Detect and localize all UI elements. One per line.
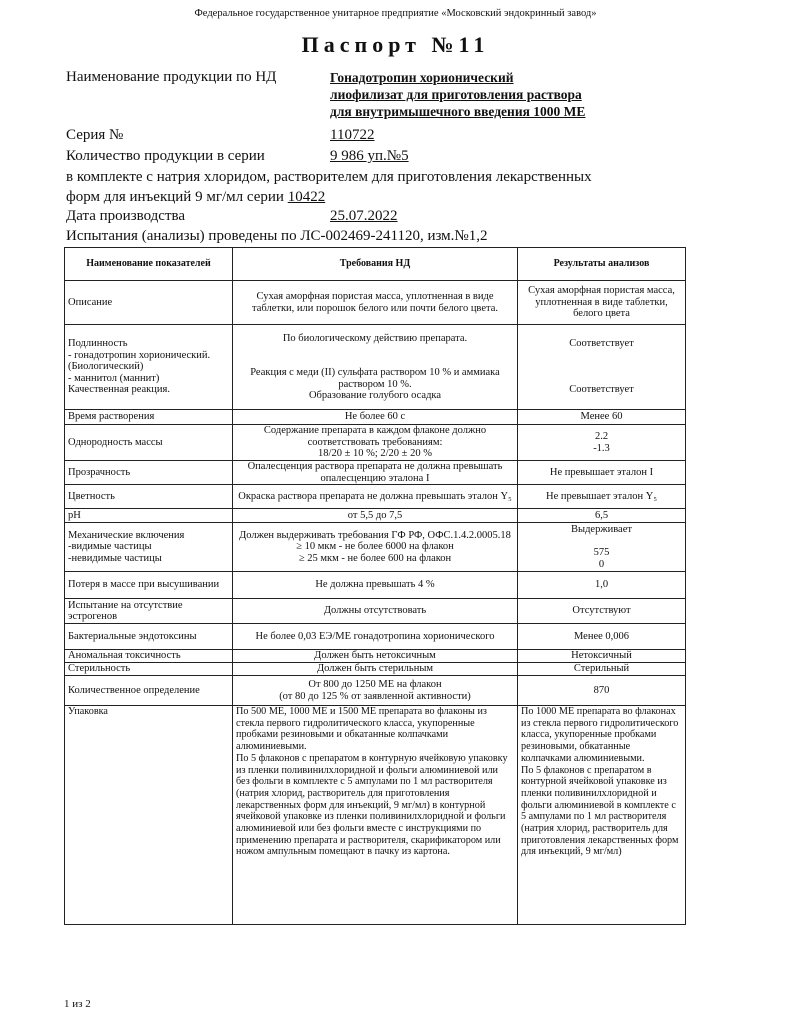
kit-line-1: в комплекте с натрия хлоридом, растворителем для приготовления лекарственных	[66, 169, 592, 185]
row-result: 1,0	[518, 572, 686, 599]
row-requirement: Сухая аморфная пористая масса, уплотненная в виде таблетки, или порошок белого или почти белого цвета.	[233, 281, 518, 325]
row-indicator: pH	[65, 509, 233, 523]
kit-line-2-prefix: форм для инъекций 9 мг/мл серии	[66, 189, 288, 205]
row-result: Не превышает эталон Y₅	[518, 485, 686, 509]
row-result: Не превышает эталон I	[518, 461, 686, 485]
row-requirement: Должен быть нетоксичным	[233, 650, 518, 663]
analysis-table	[64, 247, 686, 925]
table-header-row	[65, 248, 686, 281]
table-row	[65, 281, 686, 325]
row-requirement: По 500 МЕ, 1000 МЕ и 1500 МЕ препарата во флаконы из стекла первого гидролитического класса, укупоренные пробками резиновыми и обкатанные колпачками алюминиевыми. По 5 флаконов с препаратом в контурную ячейковую упаковку из пленки поливинилхлоридной и фольги алюминиевой или без фольги в комплекте с 5 ампулами по 1 мл растворителя (натрия хлорид, растворитель для приготовления лекарственных форм для инъекций, 9 мг/мл) в контурной ячейковой упаковке из пленки поливинилхлоридной и фольги алюминиевой или без фольги вместе с инструкциями по применению препарата и растворителя, скарификатором или ножом ампульным помещают в пачку из картона.	[233, 706, 518, 925]
table-row	[65, 509, 686, 523]
product-line-1: Гонадотропин хорионический	[330, 70, 514, 85]
row-result: Нетоксичный	[518, 650, 686, 663]
product-line-3: для внутримышечного введения 1000 МЕ	[330, 104, 586, 119]
series-label: Серия №	[66, 127, 124, 143]
table-row	[65, 410, 686, 425]
row-indicator: Стерильность	[65, 663, 233, 676]
table-row	[65, 523, 686, 572]
product-label: Наименование продукции по НД	[66, 69, 277, 85]
header-results: Результаты анализов	[518, 248, 686, 281]
row-indicator: Прозрачность	[65, 461, 233, 485]
production-date-label: Дата производства	[66, 208, 186, 224]
row-result: Менее 60	[518, 410, 686, 425]
row-indicator: Механические включения -видимые частицы -невидимые частицы	[65, 523, 233, 572]
row-indicator: Аномальная токсичность	[65, 650, 233, 663]
row-requirement: Содержание препарата в каждом флаконе должно соответствовать требованиям: 18/20 ± 10 %; 2/20 ± 20 %	[233, 425, 518, 461]
row-indicator: Бактериальные эндотоксины	[65, 624, 233, 650]
solvent-series: 10422	[287, 189, 326, 205]
table-row	[65, 676, 686, 706]
row-indicator: Подлинность - гонадотропин хорионический. (Биологический) - маннитол (маннит) Качественная реакция.	[65, 325, 233, 410]
row-requirement: Опалесценция раствора препарата не должна превышать опалесценцию эталона I	[233, 461, 518, 485]
passport-title: Паспорт №11	[301, 32, 490, 57]
row-indicator: Потеря в массе при высушивании	[65, 572, 233, 599]
row-result: Сухая аморфная пористая масса, уплотненная в виде таблетки, белого цвета	[518, 281, 686, 325]
table-row	[65, 425, 686, 461]
table-row	[65, 663, 686, 676]
row-indicator: Количественное определение	[65, 676, 233, 706]
row-result: 6,5	[518, 509, 686, 523]
row-result: Стерильный	[518, 663, 686, 676]
row-requirement: Должны отсутствовать	[233, 599, 518, 624]
row-indicator: Упаковка	[65, 706, 233, 925]
row-result: Отсутствуют	[518, 599, 686, 624]
row-result: 2.2 -1.3	[518, 425, 686, 461]
header-indicators: Наименование показателей	[65, 248, 233, 281]
quantity-label: Количество продукции в серии	[66, 148, 265, 164]
table-row	[65, 572, 686, 599]
product-name	[330, 69, 585, 120]
row-requirement: Не более 0,03 ЕЭ/МЕ гонадотропина хорионического	[233, 624, 518, 650]
row-requirement: От 800 до 1250 МЕ на флакон (от 80 до 125 % от заявленной активности)	[233, 676, 518, 706]
table-row	[65, 325, 686, 410]
quantity-value: 9 986 уп.№5	[330, 148, 409, 164]
tests-line: Испытания (анализы) проведены по ЛС-002469-241120, изм.№1,2	[66, 228, 488, 244]
row-requirement: Не должна превышать 4 %	[233, 572, 518, 599]
row-indicator: Описание	[65, 281, 233, 325]
row-requirement: Должен быть стерильным	[233, 663, 518, 676]
row-requirement: от 5,5 до 7,5	[233, 509, 518, 523]
table-row	[65, 599, 686, 624]
row-indicator: Испытание на отсутствие эстрогенов	[65, 599, 233, 624]
series-value: 110722	[330, 127, 375, 143]
product-line-2: лиофилизат для приготовления раствора	[330, 87, 582, 102]
kit-line-2	[66, 189, 325, 206]
table-row	[65, 706, 686, 925]
row-requirement: Окраска раствора препарата не должна превышать эталон Y₅	[233, 485, 518, 509]
table-row	[65, 485, 686, 509]
row-indicator: Цветность	[65, 485, 233, 509]
row-result: Менее 0,006	[518, 624, 686, 650]
page-number: 1 из 2	[64, 998, 91, 1010]
organization-name: Федеральное государственное унитарное предприятие «Московский эндокринный завод»	[194, 8, 597, 19]
production-date-value: 25.07.2022	[330, 208, 398, 224]
table-row	[65, 461, 686, 485]
row-indicator: Время растворения	[65, 410, 233, 425]
row-indicator: Однородность массы	[65, 425, 233, 461]
row-requirement: Должен выдерживать требования ГФ РФ, ОФС.1.4.2.0005.18 ≥ 10 мкм - не более 6000 на флакон ≥ 25 мкм - не более 600 на флакон	[233, 523, 518, 572]
row-requirement: Не более 60 с	[233, 410, 518, 425]
table-row	[65, 650, 686, 663]
header-requirements: Требования НД	[233, 248, 518, 281]
row-result: 870	[518, 676, 686, 706]
table-row	[65, 624, 686, 650]
row-result: Выдерживает 575 0	[518, 523, 686, 572]
row-requirement: По биологическому действию препарата. Реакция с меди (II) сульфата раствором 10 % и аммиака раствором 10 %. Образование голубого осадка	[233, 325, 518, 410]
row-result: По 1000 МЕ препарата во флаконах из стекла первого гидролитического класса, укупоренные пробками резиновыми, обкатанные колпачками алюминиевыми. По 5 флаконов с препаратом в контурной ячейковой упаковке из пленки поливинилхлоридной и фольги алюминиевой в комплекте с 5 ампулами по 1 мл растворителя (натрия хлорид, растворитель для приготовления лекарственных форм для инъекций, 9 мг/мл)	[518, 706, 686, 925]
row-result: Соответствует Соответствует	[518, 325, 686, 410]
